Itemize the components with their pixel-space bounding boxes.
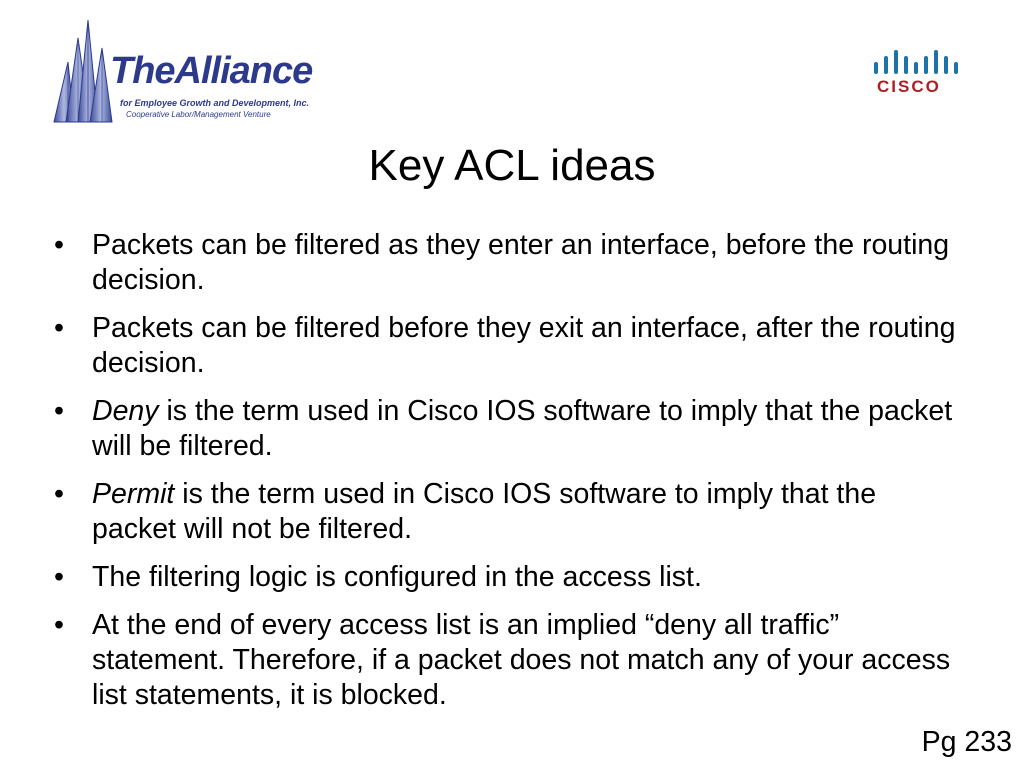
page-reference: Pg 233 [921,726,1012,758]
bullet-text: is the term used in Cisco IOS software to imply that the packet will be filtered. [92,395,953,462]
bullet-item [52,394,962,464]
bullet-dot-icon: • [54,229,64,261]
bullet-item [52,560,962,595]
slide-title: Key ACL ideas [368,141,656,190]
bullet-text: The filtering logic is configured in the access list. [92,561,702,593]
bullet-item [52,311,962,381]
bullet-list [52,228,962,726]
cisco-wordmark: CISCO [877,77,941,96]
bullet-dot-icon: • [54,395,64,427]
alliance-subtagline: Cooperative Labor/Management Venture [126,110,271,119]
bullet-text: Packets can be filtered as they enter an interface, before the routing decision. [92,229,950,296]
bullet-item [52,477,962,547]
bullet-dot-icon: • [54,312,64,344]
bullet-emphasis: Deny [92,395,159,427]
cisco-logo [866,46,964,100]
alliance-wordmark: TheAlliance [110,50,313,92]
cisco-bridge-icon [866,46,964,76]
bullet-item [52,228,962,298]
bullet-text: is the term used in Cisco IOS software to imply that the packet will not be filtered. [92,478,877,545]
bullet-dot-icon: • [54,478,64,510]
bullet-dot-icon: • [54,561,64,593]
alliance-tagline: for Employee Growth and Development, Inc. [120,98,310,108]
bullet-emphasis: Permit [92,478,175,510]
bullet-text: Packets can be filtered before they exit an interface, after the routing decision. [92,312,956,379]
bullet-item [52,608,962,713]
bullet-text: At the end of every access list is an implied “deny all traffic” statement. Therefore, if a packet does not match any of your access list statements, it is blocked. [92,609,951,711]
alliance-logo [48,18,313,126]
bullet-dot-icon: • [54,609,64,641]
